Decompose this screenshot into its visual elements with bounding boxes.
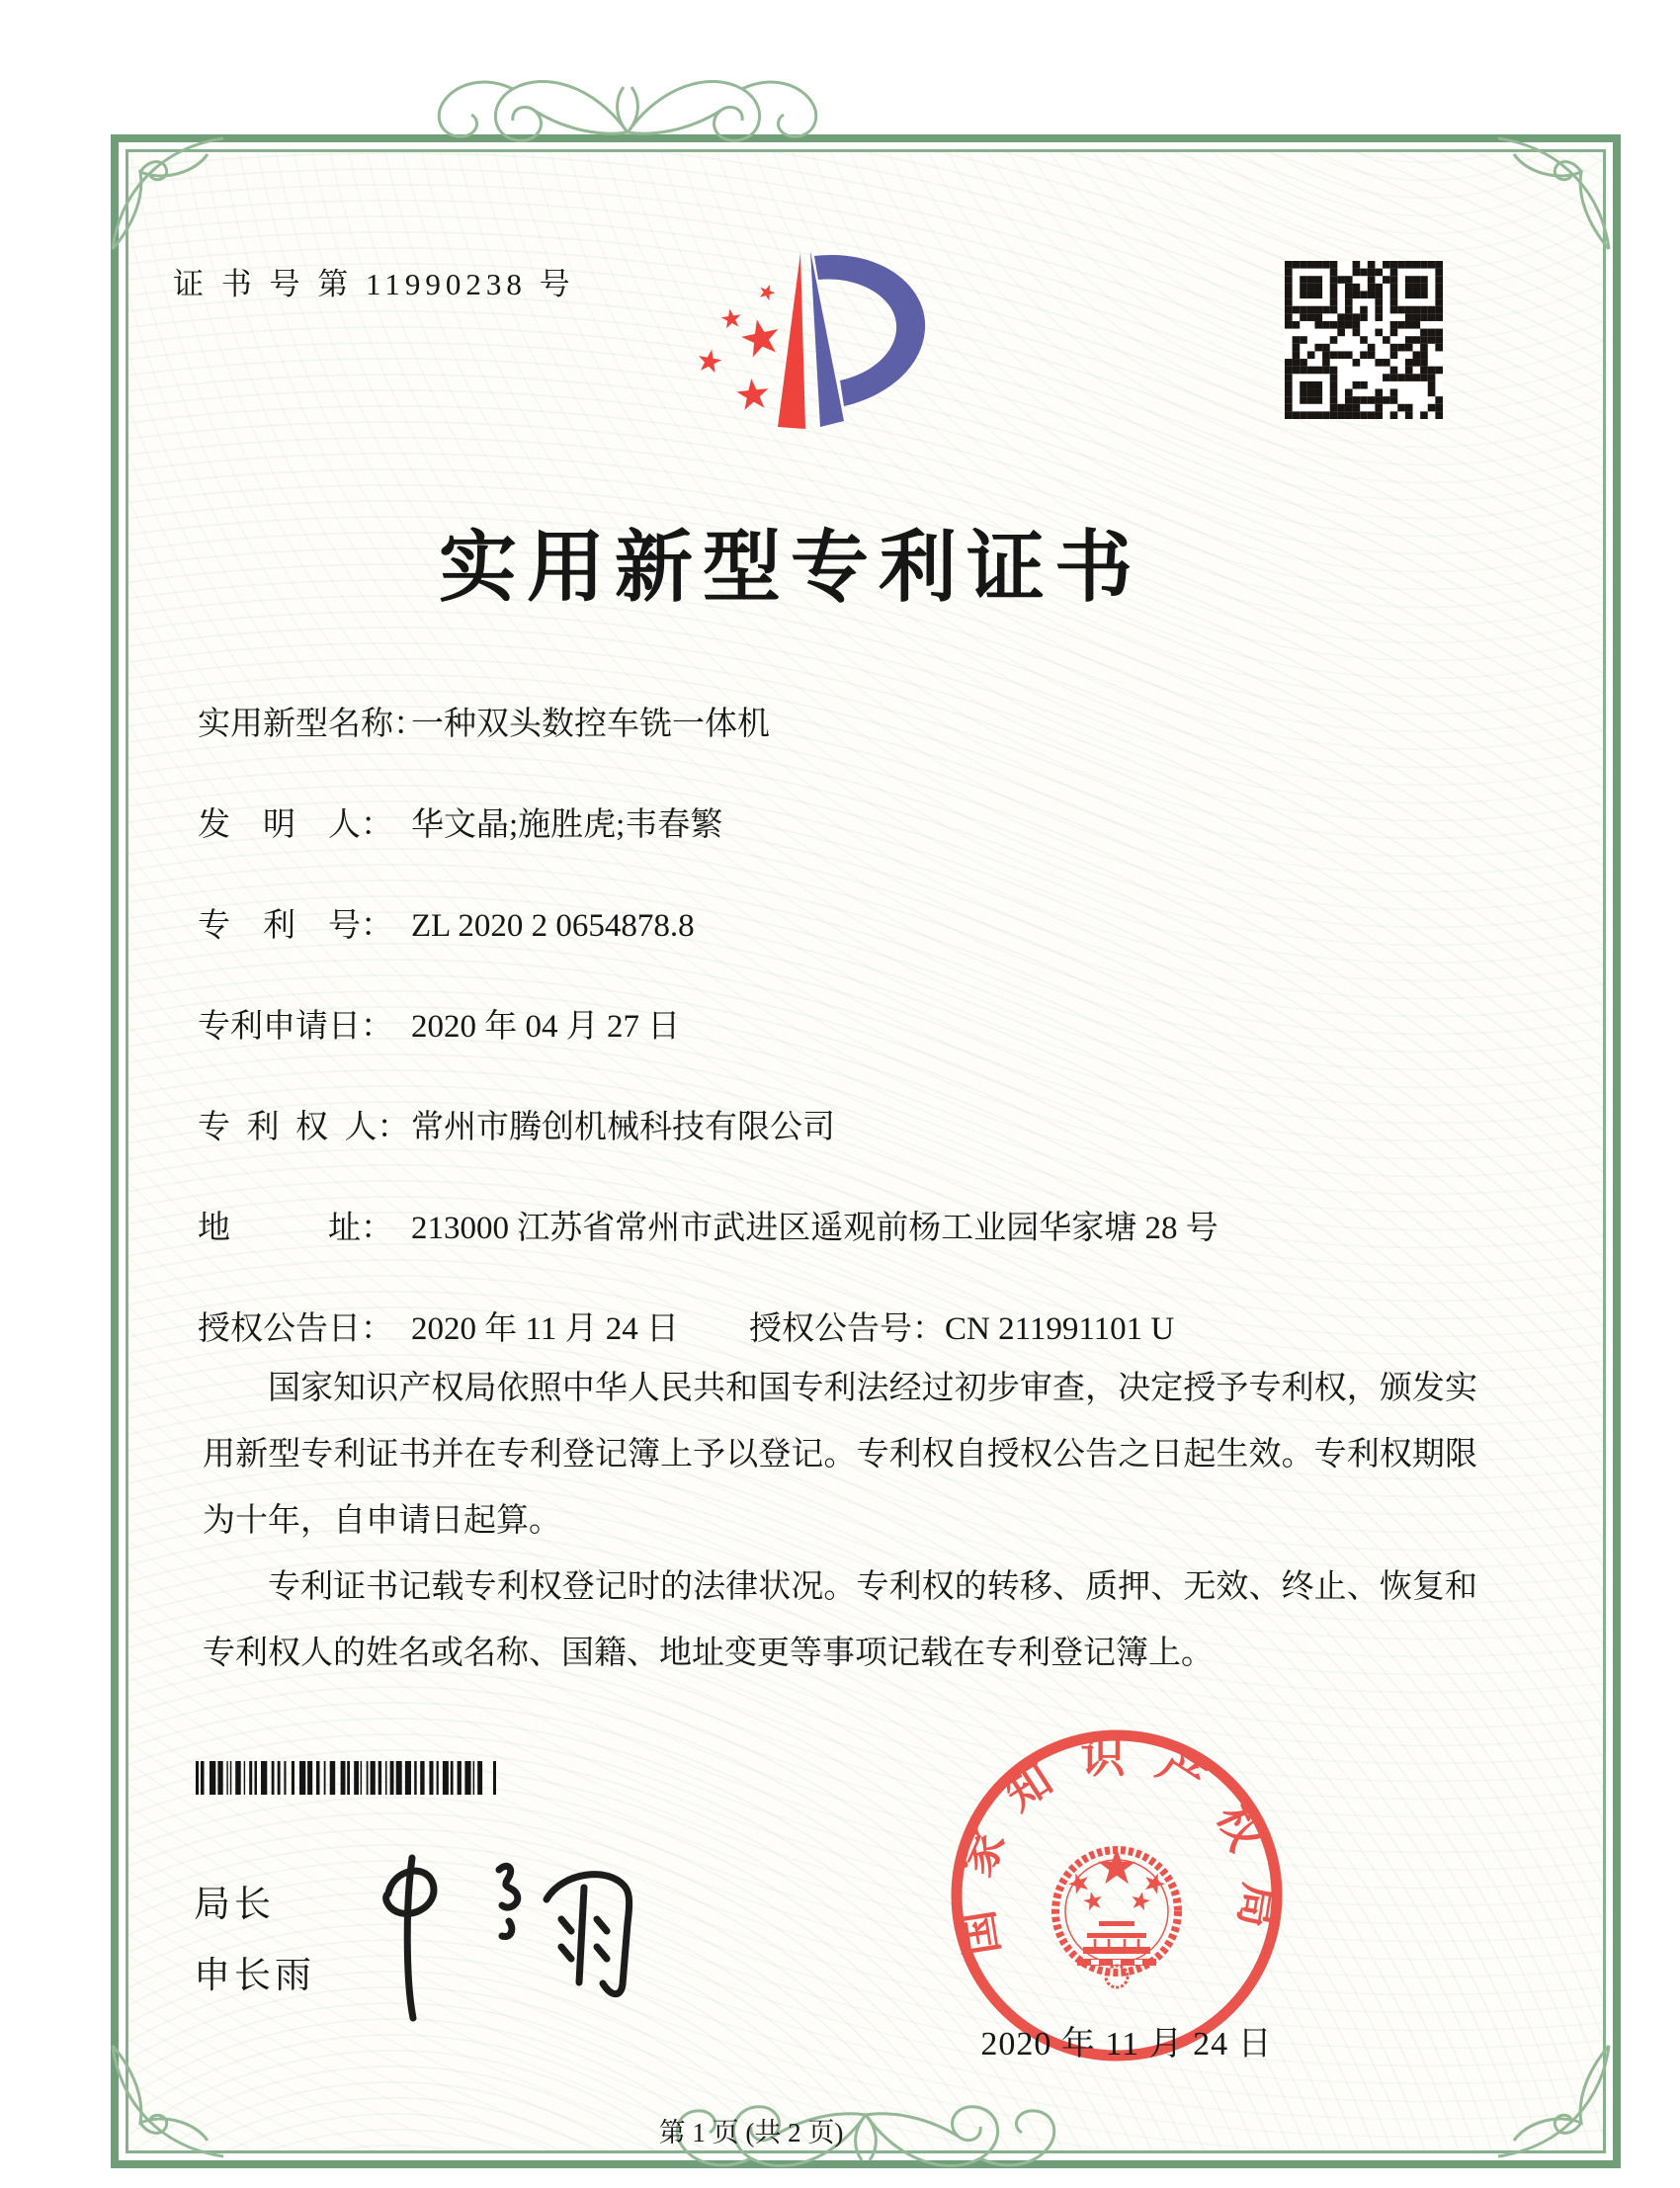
field-value: 一种双头数控车铣一体机 <box>411 707 770 742</box>
barcode <box>196 1761 498 1795</box>
field-value: CN 211991101 U <box>945 1311 1175 1347</box>
cnipa-logo <box>690 245 932 443</box>
top-flourish-ornament <box>410 59 845 176</box>
certificate-title: 实用新型专利证书 <box>439 526 1142 612</box>
shen-changyu-signature <box>368 1834 654 2027</box>
qr-code <box>1285 261 1443 419</box>
field-grant-number <box>749 1303 1174 1349</box>
certificate-frame-inner <box>126 149 1606 2153</box>
corner-ornament-bottom-right <box>1490 2040 1619 2168</box>
page-footer: 第 1 页 (共 2 页) <box>658 2118 844 2147</box>
field-label: 授权公告日： <box>198 1311 393 1347</box>
field-row-patentee <box>198 1101 1482 1147</box>
corner-ornament-bottom-left <box>103 2040 231 2168</box>
seal-date: 2020 年 11 月 24 日 <box>980 2026 1273 2062</box>
certificate-number: 证 书 号 第 11990238 号 <box>173 267 575 301</box>
corner-ornament-top-left <box>103 126 231 255</box>
field-label: 授权公告号： <box>749 1311 945 1347</box>
logo-stars-icon <box>697 253 805 429</box>
field-value: 常州市腾创机械科技有限公司 <box>411 1110 835 1145</box>
logo-blue-p-icon <box>810 251 925 427</box>
corner-ornament-top-right <box>1490 126 1619 255</box>
issuer-role: 局长 <box>194 1884 275 1924</box>
legal-paragraph-2: 专利证书记载专利权登记时的法律状况。专利权的转移、质押、无效、终止、恢复和专利权人的姓名或名称、国籍、地址变更等事项记载在专利登记簿上。 <box>203 1569 1477 1671</box>
field-label: 专 利 号： <box>198 908 393 944</box>
field-label: 专 利 权 人： <box>198 1110 410 1145</box>
field-row-utility-model-name <box>198 698 1482 744</box>
field-value: 华文晶;施胜虎;韦春繁 <box>411 807 723 843</box>
field-row-address <box>198 1202 1482 1248</box>
field-value: 213000 江苏省常州市武进区遥观前杨工业园华家塘 28 号 <box>411 1211 1218 1246</box>
field-row-filing-date <box>198 1000 1482 1047</box>
national-emblem <box>1055 1848 1178 1987</box>
field-row-patent-number <box>198 899 1482 946</box>
field-value: 2020 年 11 月 24 日 <box>411 1311 680 1347</box>
seal-agency-text: 国家知识产权局 <box>948 1732 1286 1960</box>
issuer-name: 申长雨 <box>194 1955 315 1995</box>
field-label: 发 明 人： <box>198 807 393 843</box>
logo-red-spike <box>778 253 805 429</box>
field-label: 专利申请日： <box>198 1009 393 1045</box>
field-label: 实用新型名称： <box>198 707 426 742</box>
field-row-inventors <box>198 799 1482 845</box>
field-row-grant-date <box>198 1303 1482 1349</box>
legal-paragraph-1: 国家知识产权局依照中华人民共和国专利法经过初步审查，决定授予专利权，颁发实用新型专利证书并在专利登记簿上予以登记。专利权自授权公告之日起生效。专利权期限为十年，自申请日起算。 <box>203 1371 1477 1539</box>
field-value: 2020 年 04 月 27 日 <box>411 1009 681 1045</box>
field-label: 地 址： <box>198 1211 393 1246</box>
field-value: ZL 2020 2 0654878.8 <box>411 908 695 944</box>
legal-text <box>203 1356 1477 1687</box>
